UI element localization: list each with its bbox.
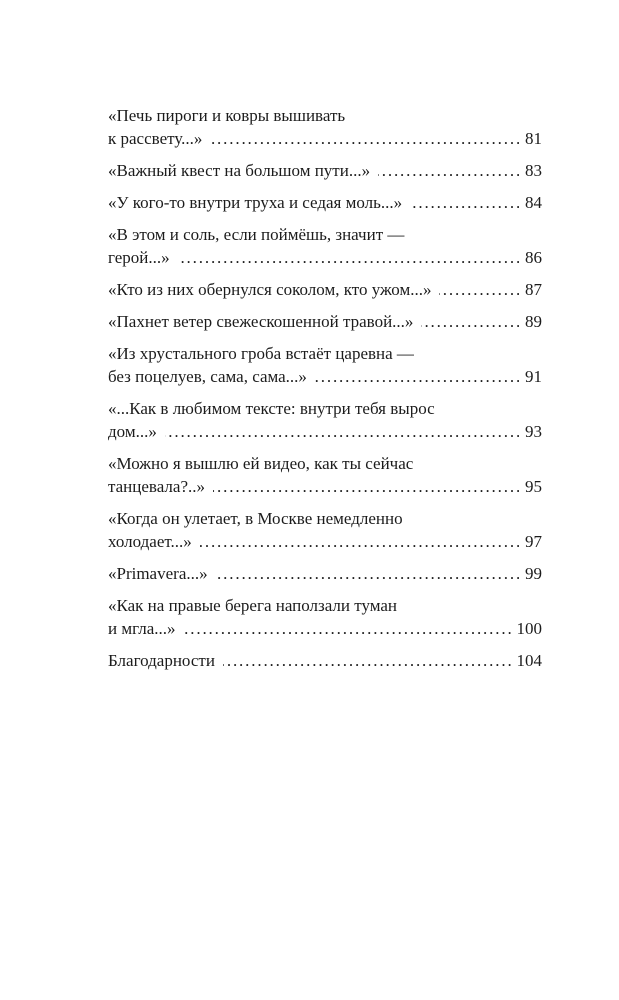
page-number: 86 xyxy=(525,248,542,267)
page-number: 91 xyxy=(525,367,542,386)
toc-entry-title-line: без поцелуев, сама, сама...» xyxy=(108,367,307,386)
page-number: 83 xyxy=(525,161,542,180)
toc-entry-title-line: «Печь пироги и ковры вышивать xyxy=(108,106,346,125)
toc-entry-title-line: и мгла...» xyxy=(108,619,176,638)
page-number: 97 xyxy=(525,532,542,551)
toc-entry-title-line: холодает...» xyxy=(108,532,192,551)
dot-leader xyxy=(210,127,519,150)
toc-entry-title-line: танцевала?..» xyxy=(108,477,205,496)
dot-leader xyxy=(223,649,511,672)
toc-entry-title-line: «Когда он улетает, в Москве немедленно xyxy=(108,509,403,528)
dot-leader xyxy=(213,475,519,498)
dot-leader xyxy=(378,159,519,182)
toc-entry[interactable] xyxy=(108,104,542,150)
toc-entry[interactable] xyxy=(108,191,542,214)
toc-entry-title-line: «...Как в любимом тексте: внутри тебя вырос xyxy=(108,399,435,418)
toc-entry-title-line: «Пахнет ветер свежескошенной травой...» xyxy=(108,312,414,331)
toc-entry[interactable] xyxy=(108,594,542,640)
toc-entry-title-line: «Как на правые берега наползали туман xyxy=(108,596,398,615)
toc-entry[interactable] xyxy=(108,649,542,672)
toc-entry[interactable] xyxy=(108,342,542,388)
toc-entry-title-line: «Из хрустального гроба встаёт царевна — xyxy=(108,344,414,363)
page-number: 81 xyxy=(525,129,542,148)
dot-leader xyxy=(439,278,519,301)
page-number: 84 xyxy=(525,193,542,212)
toc-entry[interactable] xyxy=(108,159,542,182)
toc-entry[interactable] xyxy=(108,223,542,269)
toc-entry-title-line: герой...» xyxy=(108,248,170,267)
page-number: 99 xyxy=(525,564,542,583)
page-number: 100 xyxy=(516,619,542,638)
toc-entry[interactable] xyxy=(108,452,542,498)
toc-entry-title-line: «В этом и соль, если поймёшь, значит — xyxy=(108,225,405,244)
dot-leader xyxy=(200,530,519,553)
page-number: 95 xyxy=(525,477,542,496)
toc-entry[interactable] xyxy=(108,397,542,443)
dot-leader xyxy=(410,191,519,214)
dot-leader xyxy=(315,365,519,388)
toc-entry-title-line: к рассвету...» xyxy=(108,129,203,148)
toc-entry-title-line: «Primavera...» xyxy=(108,564,208,583)
toc-entry-title-line: дом...» xyxy=(108,422,157,441)
toc-entry-title-line: «Можно я вышлю ей видео, как ты сейчас xyxy=(108,454,414,473)
dot-leader xyxy=(165,420,519,443)
dot-leader xyxy=(184,617,511,640)
page-number: 89 xyxy=(525,312,542,331)
toc-entry-title-line: «Важный квест на большом пути...» xyxy=(108,161,371,180)
page-number: 104 xyxy=(516,651,542,670)
toc-entry[interactable] xyxy=(108,562,542,585)
table-of-contents xyxy=(108,104,542,681)
dot-leader xyxy=(178,246,519,269)
toc-entry-title-line: «У кого-то внутри труха и седая моль...» xyxy=(108,193,403,212)
page-number: 87 xyxy=(525,280,542,299)
dot-leader xyxy=(421,310,519,333)
toc-entry[interactable] xyxy=(108,278,542,301)
dot-leader xyxy=(216,562,519,585)
toc-entry-title-line: Благодарности xyxy=(108,651,215,670)
toc-entry[interactable] xyxy=(108,310,542,333)
toc-entry[interactable] xyxy=(108,507,542,553)
toc-entry-title-line: «Кто из них обернулся соколом, кто ужом...» xyxy=(108,280,432,299)
page-number: 93 xyxy=(525,422,542,441)
